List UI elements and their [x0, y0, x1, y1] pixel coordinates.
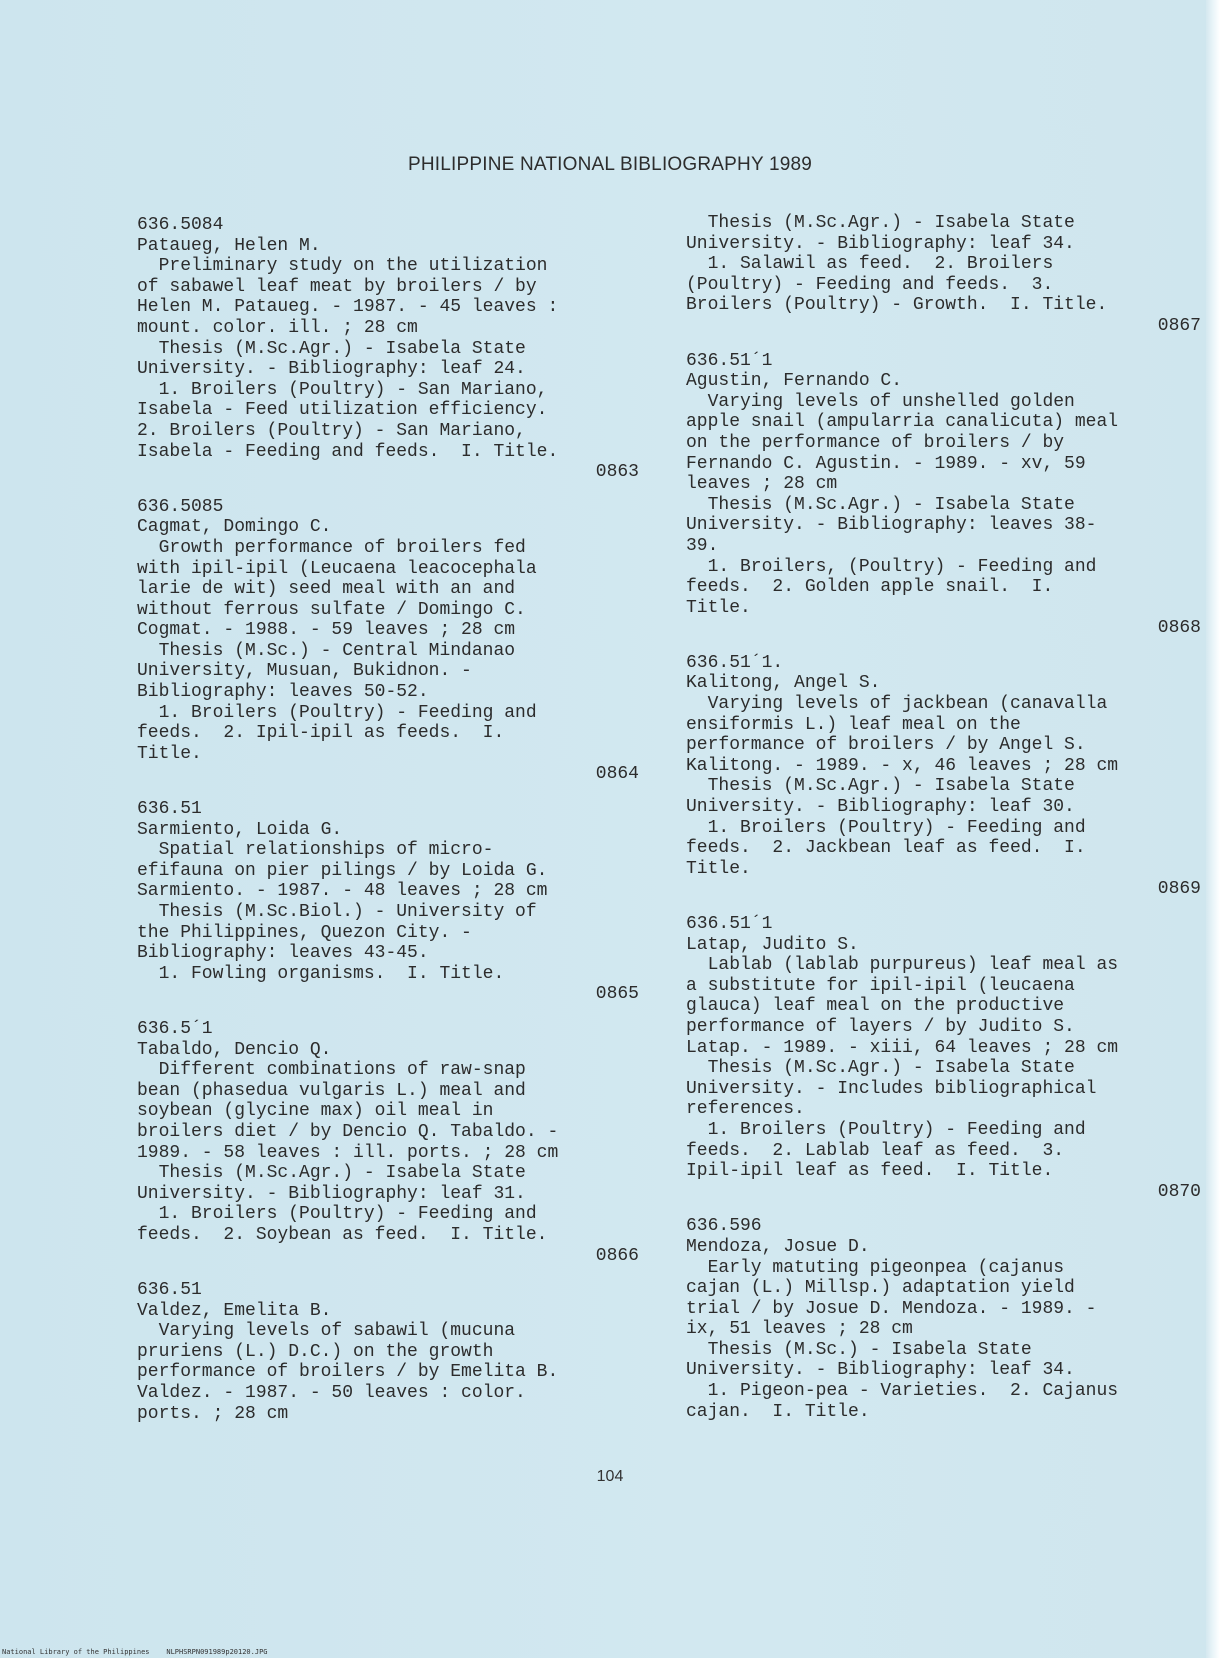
- entry-line: performance of layers / by Judito S.: [686, 1016, 1075, 1037]
- entry-line: (Poultry) - Feeding and feeds. 3.: [686, 274, 1054, 295]
- entry-line: trial / by Josue D. Mendoza. - 1989. -: [686, 1298, 1097, 1319]
- entry-line: 1. Pigeon-pea - Varieties. 2. Cajanus: [686, 1381, 1119, 1402]
- entry-line: feeds. 2. Ipil-ipil as feeds. I.: [137, 723, 505, 744]
- scan-stamp: National Library of the Philippines NLPHSRPN091989p20120.JPG: [2, 1648, 268, 1656]
- call-number: 636.5084: [137, 215, 224, 235]
- bibliography-entry: [686, 914, 1201, 1202]
- entry-line: 1. Broilers (Poultry) - Feeding and: [686, 1119, 1086, 1140]
- entry-number: 0866: [595, 1245, 639, 1266]
- bibliography-entry: [137, 1280, 647, 1424]
- entry-line: Different combinations of raw-snap: [137, 1060, 526, 1081]
- entry-line: Helen M. Pataueg. - 1987. - 45 leaves :: [137, 297, 559, 318]
- entry-line: Kalitong. - 1989. - x, 46 leaves ; 28 cm: [686, 755, 1119, 776]
- entry-line: feeds. 2. Jackbean leaf as feed. I.: [686, 838, 1086, 859]
- entry-line: of sabawel leaf meat by broilers / by: [137, 276, 537, 297]
- entry-line: Varying levels of sabawil (mucuna: [137, 1321, 516, 1342]
- entry-line: University. - Bibliography: leaf 31.: [137, 1183, 526, 1204]
- entry-line: efifauna on pier pilings / by Loida G.: [137, 860, 548, 881]
- bibliography-entry: [686, 652, 1201, 900]
- entry-line: Thesis (M.Sc.) - Isabela State: [686, 1339, 1032, 1360]
- entry-line: Valdez, Emelita B.: [137, 1300, 332, 1321]
- entry-number: 0869: [1157, 879, 1201, 900]
- entry-line: 1. Fowling organisms. I. Title.: [137, 963, 505, 984]
- entry-number: 0870: [1157, 1181, 1201, 1202]
- entry-number: 0867: [1157, 315, 1201, 336]
- entry-line: Isabela - Feed utilization efficiency.: [137, 400, 548, 421]
- call-number: 636.5085: [137, 496, 224, 517]
- entry-line: 1989. - 58 leaves : ill. ports. ; 28 cm: [137, 1142, 559, 1163]
- entry-line: Thesis (M.Sc.Agr.) - Isabela State: [137, 338, 526, 359]
- bibliography-entry: [137, 215, 647, 483]
- entry-line: Title.: [686, 858, 751, 879]
- call-number: 636.596: [686, 1216, 762, 1237]
- entry-line: University. - Bibliography: leaf 24.: [137, 359, 526, 380]
- entry-number: 0864: [595, 764, 639, 785]
- entry-line: soybean (glycine max) oil meal in: [137, 1101, 494, 1122]
- page-number: 104: [596, 1468, 624, 1485]
- entry-line: University. - Bibliography: leaf 30.: [686, 797, 1075, 818]
- entry-line: Valdez. - 1987. - 50 leaves : color.: [137, 1383, 526, 1404]
- entry-line: 1. Broilers (Poultry) - Feeding and: [137, 1204, 537, 1225]
- bibliography-entry: [137, 497, 647, 785]
- entry-line: on the performance of broilers / by: [686, 432, 1065, 453]
- entry-line: leaves ; 28 cm: [686, 474, 838, 495]
- entry-line: University. - Bibliography: leaf 34.: [686, 233, 1075, 254]
- entry-line: 1. Broilers (Poultry) - Feeding and: [137, 702, 537, 723]
- entry-line: glauca) leaf meal on the productive: [686, 996, 1065, 1017]
- entry-line: Lablab (lablab purpureus) leaf meal as: [686, 955, 1119, 976]
- entry-line: University, Musuan, Bukidnon. -: [137, 661, 472, 682]
- call-number: 636.51: [137, 799, 202, 820]
- entry-line: feeds. 2. Soybean as feed. I. Title.: [137, 1224, 548, 1245]
- entry-line: Thesis (M.Sc.Agr.) - Isabela State: [686, 776, 1075, 797]
- bibliography-entry: [137, 1019, 647, 1266]
- entry-line: Thesis (M.Sc.Biol.) - University of: [137, 902, 537, 922]
- entry-number: 0863: [595, 462, 639, 483]
- entry-line: Varying levels of unshelled golden: [686, 391, 1075, 412]
- entry-line: Bibliography: leaves 43-45.: [137, 943, 429, 964]
- entry-line: 2. Broilers (Poultry) - San Mariano,: [137, 420, 526, 441]
- entry-line: bean (phasedua vulgaris L.) meal and: [137, 1080, 526, 1101]
- entry-line: pruriens (L.) D.C.) on the growth: [137, 1341, 494, 1362]
- page-header-title: PHILIPPINE NATIONAL BIBLIOGRAPHY 1989: [407, 154, 813, 175]
- entry-line: feeds. 2. Golden apple snail. I.: [686, 577, 1054, 598]
- call-number: 636.51: [137, 1280, 202, 1301]
- entry-line: Spatial relationships of micro-: [137, 840, 494, 861]
- entry-line: ix, 51 leaves ; 28 cm: [686, 1319, 913, 1340]
- entry-line: Latap. - 1989. - xiii, 64 leaves ; 28 cm: [686, 1037, 1119, 1058]
- entry-line: Thesis (M.Sc.Agr.) - Isabela State: [137, 1163, 526, 1184]
- call-number: 636.51´1: [686, 914, 773, 934]
- entry-line: 1. Broilers (Poultry) - Feeding and: [686, 817, 1086, 838]
- entry-line: Preliminary study on the utilization: [137, 256, 548, 277]
- entry-line: Title.: [686, 597, 751, 618]
- entry-line: Isabela - Feeding and feeds. I. Title.: [137, 441, 559, 462]
- entry-line: Ipil-ipil leaf as feed. I. Title.: [686, 1161, 1054, 1182]
- entry-line: Kalitong, Angel S.: [686, 673, 881, 694]
- page-edge: [1206, 0, 1220, 1658]
- bibliography-entry: [686, 213, 1201, 337]
- right-column: [686, 213, 1201, 1436]
- entry-line: Thesis (M.Sc.Agr.) - Isabela State: [686, 1058, 1075, 1079]
- bibliography-entry: [686, 350, 1201, 639]
- entry-line: University. - Bibliography: leaves 38-: [686, 515, 1097, 536]
- call-number: 636.5´1: [137, 1018, 213, 1039]
- entry-number: 0865: [595, 984, 639, 1005]
- entry-line: 1. Broilers (Poultry) - San Mariano,: [137, 379, 548, 400]
- entry-line: Mendoza, Josue D.: [686, 1236, 870, 1257]
- entry-line: Varying levels of jackbean (canavalla: [686, 694, 1108, 715]
- entry-line: Thesis (M.Sc.) - Central Mindanao: [137, 640, 516, 661]
- entry-line: Cagmat, Domingo C.: [137, 517, 332, 538]
- entry-line: Sarmiento. - 1987. - 48 leaves ; 28 cm: [137, 881, 548, 902]
- entry-line: cajan. I. Title.: [686, 1401, 870, 1422]
- entry-line: Pataueg, Helen M.: [137, 235, 321, 256]
- entry-line: ports. ; 28 cm: [137, 1403, 289, 1424]
- bibliography-entry: [686, 1216, 1196, 1422]
- entry-line: mount. color. ill. ; 28 cm: [137, 317, 418, 338]
- entry-line: Broilers (Poultry) - Growth. I. Title.: [686, 295, 1108, 316]
- entry-line: Sarmiento, Loida G.: [137, 819, 343, 840]
- entry-line: cajan (L.) Millsp.) adaptation yield: [686, 1278, 1075, 1299]
- entry-line: Agustin, Fernando C.: [686, 371, 903, 392]
- entry-line: feeds. 2. Lablab leaf as feed. 3.: [686, 1140, 1065, 1161]
- entry-line: University. - Includes bibliographical: [686, 1078, 1097, 1099]
- entry-line: 1. Broilers, (Poultry) - Feeding and: [686, 556, 1097, 577]
- entry-line: Fernando C. Agustin. - 1989. - xv, 59: [686, 453, 1086, 474]
- entry-number: 0868: [1157, 618, 1201, 639]
- entry-line: 1. Salawil as feed. 2. Broilers: [686, 254, 1054, 275]
- entry-line: Title.: [137, 743, 202, 764]
- entry-line: with ipil-ipil (Leucaena leacocephala: [137, 558, 537, 579]
- entry-line: Tabaldo, Dencio Q.: [137, 1039, 332, 1060]
- call-number: 636.51´1: [686, 350, 773, 371]
- entry-line: Early matuting pigeonpea (cajanus: [686, 1257, 1065, 1278]
- entry-line: references.: [686, 1099, 805, 1120]
- entry-line: 39.: [686, 535, 719, 556]
- entry-line: Growth performance of broilers fed: [137, 537, 526, 558]
- entry-line: apple snail (ampularria canalicuta) meal: [686, 412, 1119, 433]
- left-column: [137, 215, 647, 1438]
- entry-line: the Philippines, Quezon City. -: [137, 922, 472, 943]
- bibliography-entry: [137, 799, 647, 1005]
- entry-line: without ferrous sulfate / Domingo C.: [137, 599, 526, 620]
- entry-line: Cogmat. - 1988. - 59 leaves ; 28 cm: [137, 620, 516, 641]
- entry-line: Thesis (M.Sc.Agr.) - Isabela State: [686, 213, 1075, 233]
- entry-line: Latap, Judito S.: [686, 934, 859, 955]
- entry-line: University. - Bibliography: leaf 34.: [686, 1360, 1075, 1381]
- entry-line: a substitute for ipil-ipil (leucaena: [686, 975, 1075, 996]
- entry-line: broilers diet / by Dencio Q. Tabaldo. -: [137, 1121, 559, 1142]
- entry-line: performance of broilers / by Angel S.: [686, 735, 1086, 756]
- entry-line: ensiformis L.) leaf meal on the: [686, 714, 1021, 735]
- entry-line: Bibliography: leaves 50-52.: [137, 682, 429, 703]
- entry-line: Thesis (M.Sc.Agr.) - Isabela State: [686, 494, 1075, 515]
- entry-line: larie de wit) seed meal with an and: [137, 579, 516, 600]
- call-number: 636.51´1.: [686, 652, 784, 673]
- entry-line: performance of broilers / by Emelita B.: [137, 1362, 559, 1383]
